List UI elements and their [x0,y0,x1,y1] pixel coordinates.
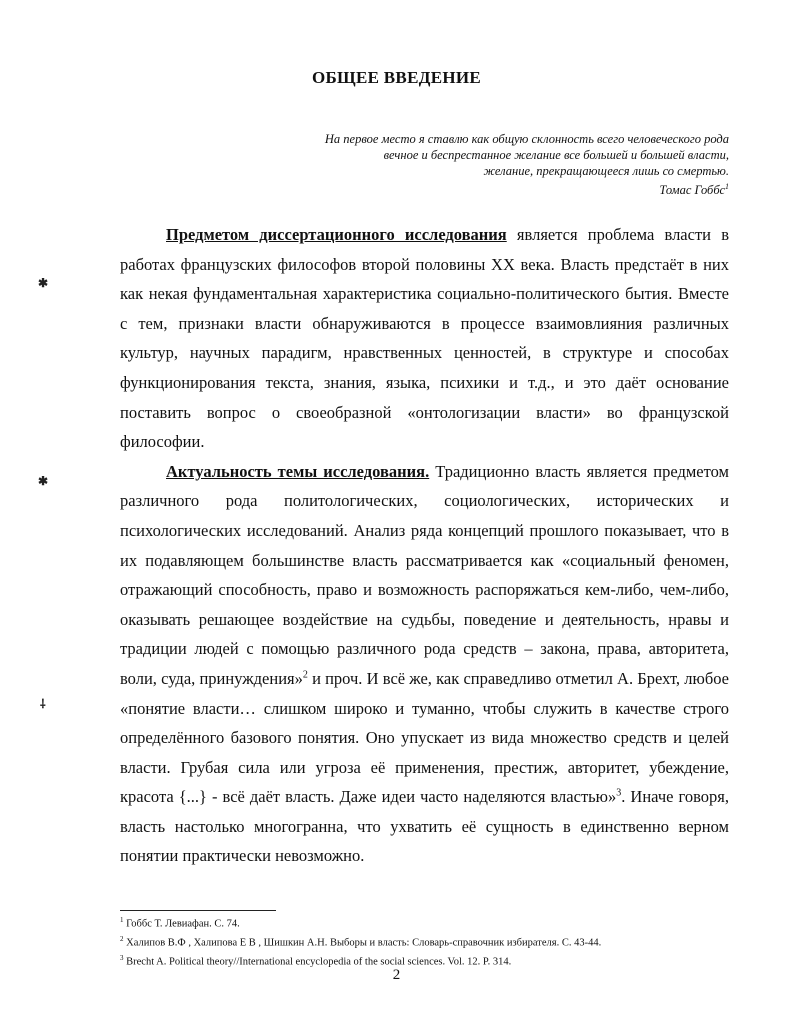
scan-mark: ✱ [38,276,49,290]
paragraph-text: Традиционно власть является предметом различного рода политологических, социологических, исторических и психологических исследований. Анализ ряда концепций прошлого показывает, что в их подавляющем большинстве власть рассматривается как «социальный феномен, отражающий способность, право и возможность распоряжаться кем-либо, чем-либо, оказывать решающее воздействие на судьбы, поведение и деятельность, нравы и традиции людей с помощью различного рода средств – закона, права, авторитета, воли, суда, принуждения» [120,461,729,688]
epigraph-author [209,179,729,198]
footnote-divider [120,910,276,911]
paragraph-text: . Иначе говоря, власть настолько многогранна, что ухватить её сущность в единственно верном понятии практически невозможно. [120,787,730,866]
epigraph-author-name: Томас Гоббс [659,183,725,198]
paragraph-relevance [120,457,729,871]
footnote [120,932,740,951]
footnote [120,913,740,932]
footnote-text: Халипов В.Ф , Халипова Е В , Шишкин А.Н. Выборы и власть: Словарь-справочник избирателя. С. 43-44. [126,937,602,949]
footnote-number: 1 [120,916,124,924]
paragraph-lead: Предметом диссертационного исследования [166,225,507,244]
footnote-ref: 1 [725,182,729,191]
page-title: ОБЩЕЕ ВВЕДЕНИЕ [311,68,482,87]
paragraph-lead: Актуальность темы исследования. [166,461,430,481]
paragraph-text: является проблема власти в работах французских философов второй половины XX века. Власть предстаёт в них как некая фундаментальная характеристика социально-политического бытия. Вместе с тем, признаки власти обнаруживаются в процессе взаимовлияния различных культур, научных парадигм, нравственных ценностей, в структуре и способах функционирования текста, знания, языка, психики и т.д., и это даёт основание поставить вопрос о своеобразной «онтологизации власти» во французской философии. [120,225,729,452]
page-number: 2 [392,967,401,983]
epigraph-line: желание, прекращающееся лишь со смертью. [483,164,729,178]
footnote-ref: 2 [302,669,308,681]
paragraph-subject [120,220,729,457]
footnote-ref: 3 [616,787,622,799]
footnote-text: Гоббс Т. Левиафан. С. 74. [126,918,240,930]
footnote-text: Brecht A. Political theory//International encyclopedia of the social sciences. Vol. 12. P. 314. [126,956,512,968]
footnotes [120,913,740,970]
scan-mark: ⸸ [40,697,46,711]
footnote-number: 2 [120,935,124,943]
footnote-number: 3 [120,954,124,962]
body-text [120,220,729,871]
paragraph-text: и проч. И всё же, как справедливо отметил А. Брехт, любое «понятие власти… слишком широко и туманно, чтобы служить в качестве строго определённого базового понятия. Оно упускает из вида множество средств и целей власти. Грубая сила или угроза её применения, престиж, авторитет, убеждение, красота {...} - всё даёт власть. Даже идеи часто наделяются властью» [120,668,729,807]
epigraph-line: На первое место я ставлю как общую склонность всего человеческого рода [324,132,729,146]
epigraph-line: вечное и беспрестанное желание все большей и большей власти, [383,148,729,162]
epigraph [209,131,729,198]
scan-mark: ✱ [38,474,49,488]
